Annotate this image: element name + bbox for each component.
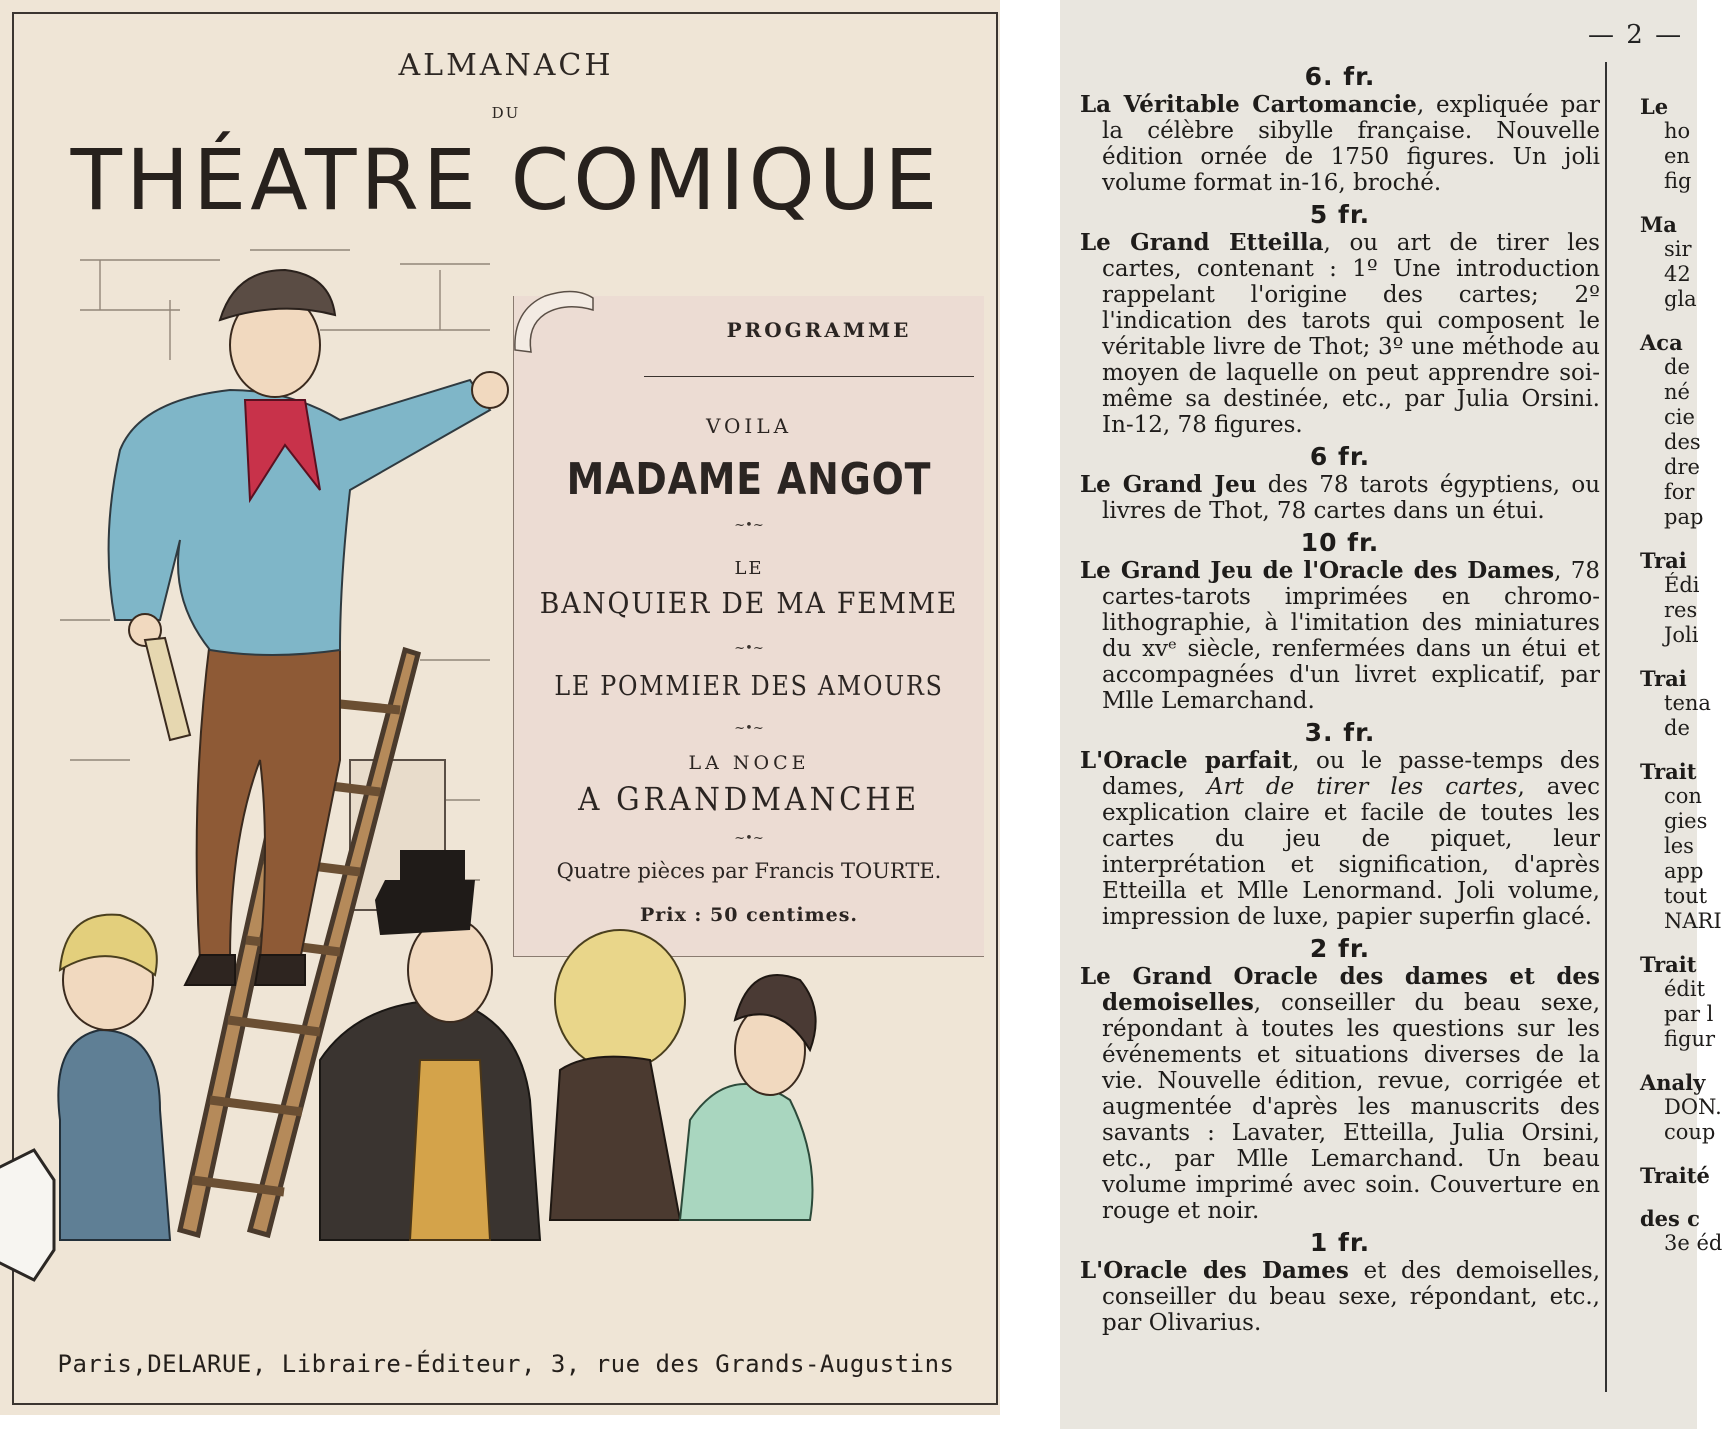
entry-title: L'Oracle parfait <box>1080 747 1293 774</box>
column-fragment-line: Joli <box>1664 623 1699 647</box>
entry-text: , expliquée par la célèbre sibylle française. Nouvelle édition ornée de 1750 figures. Un joli volume format in-16, broché. <box>1102 92 1600 196</box>
column-fragment-line: sir <box>1664 237 1692 261</box>
column-fragment-line: Édi <box>1664 573 1700 597</box>
entry-text: , ou art de tirer les cartes, contenant : 1º Une introduction rappelant l'origine des cartes; 2º l'indication des tarots qui composent le véritable livre de Thot; 3º une méthode au moyen de laquelle on peut apprendre soi-même sa destinée, etc., par Julia Orsini. In-12, 78 figures. <box>1102 230 1600 438</box>
cover-title: THÉATRE COMIQUE <box>70 131 942 229</box>
entry-text: , ou le passe-temps des dames, <box>1102 748 1600 800</box>
column-fragment-line: Trait <box>1640 952 1697 977</box>
page-number: — 2 — <box>1588 20 1684 50</box>
column-fragment-line: Trait <box>1640 759 1697 784</box>
catalogue-entry <box>1080 92 1600 196</box>
column-fragment-line: ho <box>1664 119 1691 143</box>
column-fragment-line: cie <box>1664 405 1695 429</box>
column-fragment-line: figur <box>1664 1027 1716 1051</box>
catalogue-entry <box>1080 472 1600 524</box>
catalogue-page <box>1060 0 1722 1429</box>
catalogue-entry <box>1080 964 1600 1224</box>
column-fragment-line: app <box>1664 859 1704 883</box>
entry-title: Le Grand Jeu de l'Oracle des Dames <box>1080 557 1555 584</box>
entry-text: , 78 cartes-tarots imprimées en chromo-lithographie, à l'imitation des miniatures du xvᵉ siècle, renfermées dans un étui et accompagnées d'un livret explicatif, par Mlle Lemarchand. <box>1102 558 1600 714</box>
poster-author: Quatre pièces par Francis TOURTE. <box>556 859 942 883</box>
poster-pommier: LE POMMIER DES AMOURS <box>554 671 944 702</box>
column-fragment-line: Traité <box>1640 1163 1710 1188</box>
column-fragment-line: tena <box>1664 691 1711 715</box>
column-fragment-line: coup <box>1664 1120 1716 1144</box>
crowd-illustration <box>530 900 830 1320</box>
entry-title: Le Grand Etteilla <box>1080 229 1324 256</box>
column-fragment-line: pap <box>1664 505 1704 529</box>
cover-footer: Paris,DELARUE, Libraire-Éditeur, 3, rue des Grands-Augustins <box>57 1350 955 1378</box>
poster-banquier: BANQUIER DE MA FEMME <box>539 586 959 620</box>
catalogue-entry <box>1080 748 1600 930</box>
column-fragment-line: par l <box>1664 1002 1714 1026</box>
catalogue-entry <box>1080 1258 1600 1336</box>
column-fragment-line: Analy <box>1640 1070 1706 1095</box>
column-fragment-line: tout <box>1664 884 1708 908</box>
poster-la-noce: LA NOCE <box>688 752 810 774</box>
library-seal <box>0 1150 54 1280</box>
column-fragment-line: de <box>1664 716 1690 740</box>
poster-le: LE <box>734 558 764 579</box>
column-fragment-line: DON. <box>1664 1095 1722 1119</box>
bill-poster-illustration <box>20 240 535 1320</box>
column-fragment-line: 42 <box>1664 262 1691 286</box>
column-fragment-line: dre <box>1664 455 1700 479</box>
poster-price: Prix : 50 centimes. <box>639 904 859 926</box>
catalogue-entry <box>1080 230 1600 438</box>
column-fragment-line: Trai <box>1640 666 1687 691</box>
column-fragment-line: Aca <box>1640 330 1683 355</box>
column-fragment-line: des <box>1664 430 1701 454</box>
column-fragment-line: de <box>1664 355 1690 379</box>
entry-text: des 78 tarots égyptiens, ou livres de Thot, 78 cartes dans un étui. <box>1102 472 1601 524</box>
catalogue-column <box>1080 58 1600 1336</box>
catalogue-entry <box>1080 558 1600 714</box>
entry-title: Le Grand Jeu <box>1080 471 1257 498</box>
entry-title: L'Oracle des Dames <box>1080 1257 1349 1284</box>
programme-poster <box>513 296 984 957</box>
column-fragment-line: Trai <box>1640 548 1687 573</box>
entry-text: , conseiller du beau sexe, répondant à toutes les questions sur les événements et situations diverses de la vie. Nouvelle édition, revue, corrigée et augmentée d'après les manuscrits des savants : Lavater, Etteilla, Julia Orsini, etc., par Mlle Lemarchand. Un beau volume imprimé avec soin. Couverture en rouge et noir. <box>1102 990 1600 1224</box>
column-fragment-line: les <box>1664 834 1694 858</box>
second-column-fragment <box>1640 94 1720 1256</box>
poster-ornament: ~•~ <box>734 641 764 656</box>
column-fragment-line: Ma <box>1640 212 1677 237</box>
poster-madame-angot: MADAME ANGOT <box>566 454 932 505</box>
poster-ornament: ~•~ <box>734 518 764 533</box>
price-heading: 6. fr. <box>1304 62 1376 91</box>
poster-voila: VOILA <box>705 414 793 438</box>
column-fragment-line: for <box>1664 480 1695 504</box>
column-fragment-line: con <box>1664 784 1702 808</box>
price-heading: 1 fr. <box>1309 1228 1371 1257</box>
poster-rule <box>644 376 974 377</box>
column-fragment-line: édit <box>1664 977 1706 1001</box>
column-rule <box>1605 62 1607 1392</box>
price-heading: 6 fr. <box>1309 442 1371 471</box>
entry-text: et des demoiselles, conseiller du beau sexe, répondant, etc., par Olivarius. <box>1102 1258 1601 1336</box>
column-fragment-line: Le <box>1640 94 1669 119</box>
entry-text: , avec explication claire et facile de toutes les cartes du jeu de piquet, leur interprétation et signification, d'après Etteilla et Mlle Lenormand. Joli volume, impression de luxe, papier superfin glacé. <box>1102 774 1600 930</box>
column-fragment-line: fig <box>1664 169 1692 193</box>
column-fragment-line: en <box>1664 144 1690 168</box>
poster-grandmanche: A GRANDMANCHE <box>578 780 920 818</box>
column-fragment-line: gla <box>1664 287 1697 311</box>
price-heading: 3. fr. <box>1304 718 1376 747</box>
column-fragment-line: gies <box>1664 809 1708 833</box>
poster-ornament: ~•~ <box>734 831 764 846</box>
entry-italic: Art de tirer les cartes <box>1207 774 1518 800</box>
column-fragment-line: NARI <box>1664 909 1722 933</box>
entry-title: La Véritable Cartomancie <box>1080 91 1417 118</box>
price-heading: 10 fr. <box>1300 528 1380 557</box>
column-fragment-line: 3e éd <box>1664 1231 1722 1255</box>
price-heading: 5 fr. <box>1309 200 1371 229</box>
poster-programme: PROGRAMME <box>726 318 912 342</box>
column-fragment-line: res <box>1664 598 1698 622</box>
poster-ornament: ~•~ <box>734 721 764 736</box>
column-fragment-line: né <box>1664 380 1690 404</box>
price-heading: 2 fr. <box>1309 934 1371 963</box>
cover-du: DU <box>491 104 521 122</box>
entry-title: Le Grand Oracle des dames et des demoiselles <box>1080 963 1600 1016</box>
column-fragment-line: des c <box>1640 1206 1700 1231</box>
cover-almanach: ALMANACH <box>398 48 614 83</box>
